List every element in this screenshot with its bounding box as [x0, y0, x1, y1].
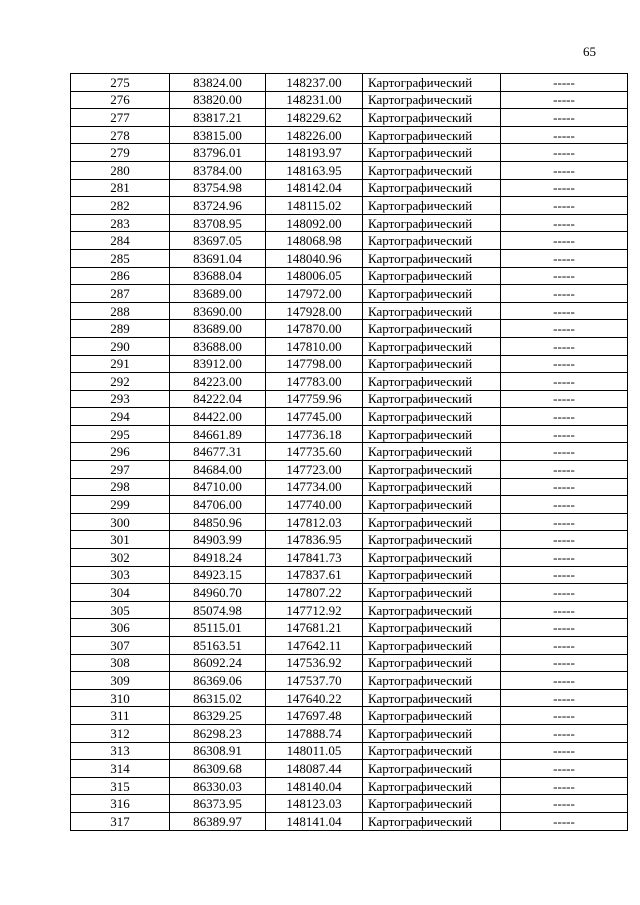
point-number-cell: 293 — [71, 390, 170, 408]
table-row — [71, 672, 628, 690]
point-number-cell: 317 — [71, 812, 170, 830]
method-cell: Картографический — [363, 443, 501, 461]
method-cell: Картографический — [363, 795, 501, 813]
method-cell: Картографический — [363, 302, 501, 320]
point-number-cell: 294 — [71, 408, 170, 426]
x-coordinate-cell: 84677.31 — [170, 443, 266, 461]
x-coordinate-cell: 84850.96 — [170, 513, 266, 531]
point-number-cell: 291 — [71, 355, 170, 373]
method-cell: Картографический — [363, 337, 501, 355]
point-number-cell: 315 — [71, 777, 170, 795]
point-number-cell: 297 — [71, 461, 170, 479]
table-row — [71, 302, 628, 320]
table-row — [71, 654, 628, 672]
point-number-cell: 275 — [71, 74, 170, 92]
error-cell: ----- — [501, 179, 628, 197]
x-coordinate-cell: 84422.00 — [170, 408, 266, 426]
x-coordinate-cell: 84223.00 — [170, 373, 266, 391]
point-number-cell: 314 — [71, 760, 170, 778]
point-number-cell: 310 — [71, 689, 170, 707]
error-cell: ----- — [501, 566, 628, 584]
table-row — [71, 355, 628, 373]
x-coordinate-cell: 84960.70 — [170, 584, 266, 602]
y-coordinate-cell: 148123.03 — [266, 795, 363, 813]
x-coordinate-cell: 86315.02 — [170, 689, 266, 707]
error-cell: ----- — [501, 425, 628, 443]
x-coordinate-cell: 83754.98 — [170, 179, 266, 197]
y-coordinate-cell: 147798.00 — [266, 355, 363, 373]
method-cell: Картографический — [363, 390, 501, 408]
table-row — [71, 74, 628, 92]
error-cell: ----- — [501, 197, 628, 215]
page-number: 65 — [583, 44, 596, 59]
y-coordinate-cell: 148040.96 — [266, 249, 363, 267]
y-coordinate-cell: 147812.03 — [266, 513, 363, 531]
table-row — [71, 161, 628, 179]
method-cell: Картографический — [363, 214, 501, 232]
y-coordinate-cell: 147734.00 — [266, 478, 363, 496]
x-coordinate-cell: 83912.00 — [170, 355, 266, 373]
point-number-cell: 279 — [71, 144, 170, 162]
x-coordinate-cell: 86389.97 — [170, 812, 266, 830]
method-cell: Картографический — [363, 478, 501, 496]
point-number-cell: 299 — [71, 496, 170, 514]
point-number-cell: 276 — [71, 91, 170, 109]
table-row — [71, 408, 628, 426]
table-row — [71, 496, 628, 514]
y-coordinate-cell: 148142.04 — [266, 179, 363, 197]
y-coordinate-cell: 147736.18 — [266, 425, 363, 443]
y-coordinate-cell: 147836.95 — [266, 531, 363, 549]
method-cell: Картографический — [363, 461, 501, 479]
error-cell: ----- — [501, 443, 628, 461]
error-cell: ----- — [501, 373, 628, 391]
error-cell: ----- — [501, 777, 628, 795]
point-number-cell: 311 — [71, 707, 170, 725]
error-cell: ----- — [501, 285, 628, 303]
y-coordinate-cell: 148092.00 — [266, 214, 363, 232]
x-coordinate-cell: 83796.01 — [170, 144, 266, 162]
table-row — [71, 760, 628, 778]
method-cell: Картографический — [363, 267, 501, 285]
table-row — [71, 461, 628, 479]
error-cell: ----- — [501, 320, 628, 338]
table-row — [71, 373, 628, 391]
table-row — [71, 478, 628, 496]
table-row — [71, 601, 628, 619]
method-cell: Картографический — [363, 566, 501, 584]
y-coordinate-cell: 148163.95 — [266, 161, 363, 179]
error-cell: ----- — [501, 689, 628, 707]
y-coordinate-cell: 147640.22 — [266, 689, 363, 707]
point-number-cell: 302 — [71, 549, 170, 567]
point-number-cell: 305 — [71, 601, 170, 619]
point-number-cell: 287 — [71, 285, 170, 303]
error-cell: ----- — [501, 496, 628, 514]
y-coordinate-cell: 147697.48 — [266, 707, 363, 725]
method-cell: Картографический — [363, 707, 501, 725]
point-number-cell: 308 — [71, 654, 170, 672]
table-row — [71, 742, 628, 760]
point-number-cell: 301 — [71, 531, 170, 549]
y-coordinate-cell: 148011.05 — [266, 742, 363, 760]
error-cell: ----- — [501, 461, 628, 479]
x-coordinate-cell: 84710.00 — [170, 478, 266, 496]
point-number-cell: 284 — [71, 232, 170, 250]
x-coordinate-cell: 84706.00 — [170, 496, 266, 514]
table-row — [71, 126, 628, 144]
x-coordinate-cell: 83708.95 — [170, 214, 266, 232]
error-cell: ----- — [501, 707, 628, 725]
method-cell: Картографический — [363, 249, 501, 267]
y-coordinate-cell: 148006.05 — [266, 267, 363, 285]
x-coordinate-cell: 84903.99 — [170, 531, 266, 549]
error-cell: ----- — [501, 619, 628, 637]
table-row — [71, 285, 628, 303]
error-cell: ----- — [501, 390, 628, 408]
x-coordinate-cell: 83724.96 — [170, 197, 266, 215]
y-coordinate-cell: 148068.98 — [266, 232, 363, 250]
error-cell: ----- — [501, 531, 628, 549]
table-row — [71, 91, 628, 109]
table-row — [71, 689, 628, 707]
table-row — [71, 584, 628, 602]
table-row — [71, 390, 628, 408]
x-coordinate-cell: 83824.00 — [170, 74, 266, 92]
point-number-cell: 295 — [71, 425, 170, 443]
error-cell: ----- — [501, 672, 628, 690]
point-number-cell: 300 — [71, 513, 170, 531]
error-cell: ----- — [501, 742, 628, 760]
x-coordinate-cell: 86329.25 — [170, 707, 266, 725]
table-row — [71, 724, 628, 742]
error-cell: ----- — [501, 161, 628, 179]
x-coordinate-cell: 86373.95 — [170, 795, 266, 813]
method-cell: Картографический — [363, 109, 501, 127]
error-cell: ----- — [501, 408, 628, 426]
x-coordinate-cell: 86369.06 — [170, 672, 266, 690]
x-coordinate-cell: 84923.15 — [170, 566, 266, 584]
point-number-cell: 289 — [71, 320, 170, 338]
x-coordinate-cell: 83689.00 — [170, 320, 266, 338]
y-coordinate-cell: 147972.00 — [266, 285, 363, 303]
method-cell: Картографический — [363, 197, 501, 215]
y-coordinate-cell: 148231.00 — [266, 91, 363, 109]
error-cell: ----- — [501, 232, 628, 250]
method-cell: Картографический — [363, 232, 501, 250]
x-coordinate-cell: 84222.04 — [170, 390, 266, 408]
method-cell: Картографический — [363, 619, 501, 637]
method-cell: Картографический — [363, 179, 501, 197]
x-coordinate-cell: 86298.23 — [170, 724, 266, 742]
table-row — [71, 549, 628, 567]
table-row — [71, 707, 628, 725]
x-coordinate-cell: 84918.24 — [170, 549, 266, 567]
y-coordinate-cell: 147928.00 — [266, 302, 363, 320]
y-coordinate-cell: 148193.97 — [266, 144, 363, 162]
point-number-cell: 303 — [71, 566, 170, 584]
method-cell: Картографический — [363, 144, 501, 162]
y-coordinate-cell: 147759.96 — [266, 390, 363, 408]
error-cell: ----- — [501, 302, 628, 320]
method-cell: Картографический — [363, 777, 501, 795]
error-cell: ----- — [501, 724, 628, 742]
y-coordinate-cell: 147810.00 — [266, 337, 363, 355]
method-cell: Картографический — [363, 513, 501, 531]
method-cell: Картографический — [363, 654, 501, 672]
y-coordinate-cell: 147745.00 — [266, 408, 363, 426]
table-row — [71, 637, 628, 655]
y-coordinate-cell: 148140.04 — [266, 777, 363, 795]
method-cell: Картографический — [363, 760, 501, 778]
point-number-cell: 312 — [71, 724, 170, 742]
table-row — [71, 777, 628, 795]
error-cell: ----- — [501, 601, 628, 619]
y-coordinate-cell: 147681.21 — [266, 619, 363, 637]
method-cell: Картографический — [363, 285, 501, 303]
x-coordinate-cell: 86330.03 — [170, 777, 266, 795]
x-coordinate-cell: 83690.00 — [170, 302, 266, 320]
error-cell: ----- — [501, 654, 628, 672]
error-cell: ----- — [501, 812, 628, 830]
method-cell: Картографический — [363, 549, 501, 567]
error-cell: ----- — [501, 760, 628, 778]
method-cell: Картографический — [363, 126, 501, 144]
y-coordinate-cell: 148237.00 — [266, 74, 363, 92]
y-coordinate-cell: 147723.00 — [266, 461, 363, 479]
error-cell: ----- — [501, 795, 628, 813]
point-number-cell: 306 — [71, 619, 170, 637]
y-coordinate-cell: 148115.02 — [266, 197, 363, 215]
error-cell: ----- — [501, 549, 628, 567]
error-cell: ----- — [501, 355, 628, 373]
method-cell: Картографический — [363, 531, 501, 549]
y-coordinate-cell: 147712.92 — [266, 601, 363, 619]
method-cell: Картографический — [363, 724, 501, 742]
x-coordinate-cell: 83820.00 — [170, 91, 266, 109]
error-cell: ----- — [501, 126, 628, 144]
point-number-cell: 304 — [71, 584, 170, 602]
y-coordinate-cell: 148141.04 — [266, 812, 363, 830]
table-row — [71, 425, 628, 443]
x-coordinate-cell: 86092.24 — [170, 654, 266, 672]
x-coordinate-cell: 84661.89 — [170, 425, 266, 443]
error-cell: ----- — [501, 249, 628, 267]
method-cell: Картографический — [363, 161, 501, 179]
x-coordinate-cell: 83817.21 — [170, 109, 266, 127]
error-cell: ----- — [501, 478, 628, 496]
error-cell: ----- — [501, 267, 628, 285]
method-cell: Картографический — [363, 742, 501, 760]
table-row — [71, 197, 628, 215]
x-coordinate-cell: 86309.68 — [170, 760, 266, 778]
method-cell: Картографический — [363, 584, 501, 602]
method-cell: Картографический — [363, 425, 501, 443]
method-cell: Картографический — [363, 672, 501, 690]
y-coordinate-cell: 147783.00 — [266, 373, 363, 391]
x-coordinate-cell: 85074.98 — [170, 601, 266, 619]
y-coordinate-cell: 147807.22 — [266, 584, 363, 602]
method-cell: Картографический — [363, 91, 501, 109]
point-number-cell: 288 — [71, 302, 170, 320]
method-cell: Картографический — [363, 496, 501, 514]
method-cell: Картографический — [363, 355, 501, 373]
point-number-cell: 307 — [71, 637, 170, 655]
method-cell: Картографический — [363, 812, 501, 830]
point-number-cell: 278 — [71, 126, 170, 144]
method-cell: Картографический — [363, 689, 501, 707]
coordinates-table — [70, 73, 628, 831]
y-coordinate-cell: 147888.74 — [266, 724, 363, 742]
error-cell: ----- — [501, 637, 628, 655]
method-cell: Картографический — [363, 408, 501, 426]
y-coordinate-cell: 147837.61 — [266, 566, 363, 584]
x-coordinate-cell: 85115.01 — [170, 619, 266, 637]
table-row — [71, 443, 628, 461]
table-row — [71, 249, 628, 267]
error-cell: ----- — [501, 91, 628, 109]
table-row — [71, 619, 628, 637]
y-coordinate-cell: 147740.00 — [266, 496, 363, 514]
method-cell: Картографический — [363, 320, 501, 338]
y-coordinate-cell: 147841.73 — [266, 549, 363, 567]
x-coordinate-cell: 83697.05 — [170, 232, 266, 250]
x-coordinate-cell: 83688.00 — [170, 337, 266, 355]
point-number-cell: 316 — [71, 795, 170, 813]
point-number-cell: 282 — [71, 197, 170, 215]
x-coordinate-cell: 83815.00 — [170, 126, 266, 144]
method-cell: Картографический — [363, 74, 501, 92]
point-number-cell: 286 — [71, 267, 170, 285]
y-coordinate-cell: 148226.00 — [266, 126, 363, 144]
error-cell: ----- — [501, 214, 628, 232]
table-row — [71, 214, 628, 232]
table-row — [71, 531, 628, 549]
x-coordinate-cell: 83688.04 — [170, 267, 266, 285]
x-coordinate-cell: 86308.91 — [170, 742, 266, 760]
x-coordinate-cell: 84684.00 — [170, 461, 266, 479]
point-number-cell: 296 — [71, 443, 170, 461]
y-coordinate-cell: 147536.92 — [266, 654, 363, 672]
method-cell: Картографический — [363, 601, 501, 619]
method-cell: Картографический — [363, 637, 501, 655]
error-cell: ----- — [501, 74, 628, 92]
error-cell: ----- — [501, 337, 628, 355]
point-number-cell: 283 — [71, 214, 170, 232]
y-coordinate-cell: 147537.70 — [266, 672, 363, 690]
table-row — [71, 812, 628, 830]
x-coordinate-cell: 83784.00 — [170, 161, 266, 179]
point-number-cell: 280 — [71, 161, 170, 179]
y-coordinate-cell: 148087.44 — [266, 760, 363, 778]
point-number-cell: 313 — [71, 742, 170, 760]
point-number-cell: 290 — [71, 337, 170, 355]
point-number-cell: 281 — [71, 179, 170, 197]
y-coordinate-cell: 148229.62 — [266, 109, 363, 127]
coordinates-table-body — [71, 74, 628, 831]
y-coordinate-cell: 147642.11 — [266, 637, 363, 655]
error-cell: ----- — [501, 513, 628, 531]
y-coordinate-cell: 147870.00 — [266, 320, 363, 338]
table-row — [71, 513, 628, 531]
table-row — [71, 337, 628, 355]
x-coordinate-cell: 85163.51 — [170, 637, 266, 655]
table-row — [71, 795, 628, 813]
error-cell: ----- — [501, 144, 628, 162]
table-row — [71, 109, 628, 127]
point-number-cell: 277 — [71, 109, 170, 127]
table-row — [71, 267, 628, 285]
y-coordinate-cell: 147735.60 — [266, 443, 363, 461]
point-number-cell: 309 — [71, 672, 170, 690]
error-cell: ----- — [501, 584, 628, 602]
point-number-cell: 292 — [71, 373, 170, 391]
table-row — [71, 566, 628, 584]
error-cell: ----- — [501, 109, 628, 127]
table-row — [71, 144, 628, 162]
table-row — [71, 179, 628, 197]
table-row — [71, 232, 628, 250]
table-row — [71, 320, 628, 338]
x-coordinate-cell: 83689.00 — [170, 285, 266, 303]
method-cell: Картографический — [363, 373, 501, 391]
point-number-cell: 298 — [71, 478, 170, 496]
x-coordinate-cell: 83691.04 — [170, 249, 266, 267]
point-number-cell: 285 — [71, 249, 170, 267]
